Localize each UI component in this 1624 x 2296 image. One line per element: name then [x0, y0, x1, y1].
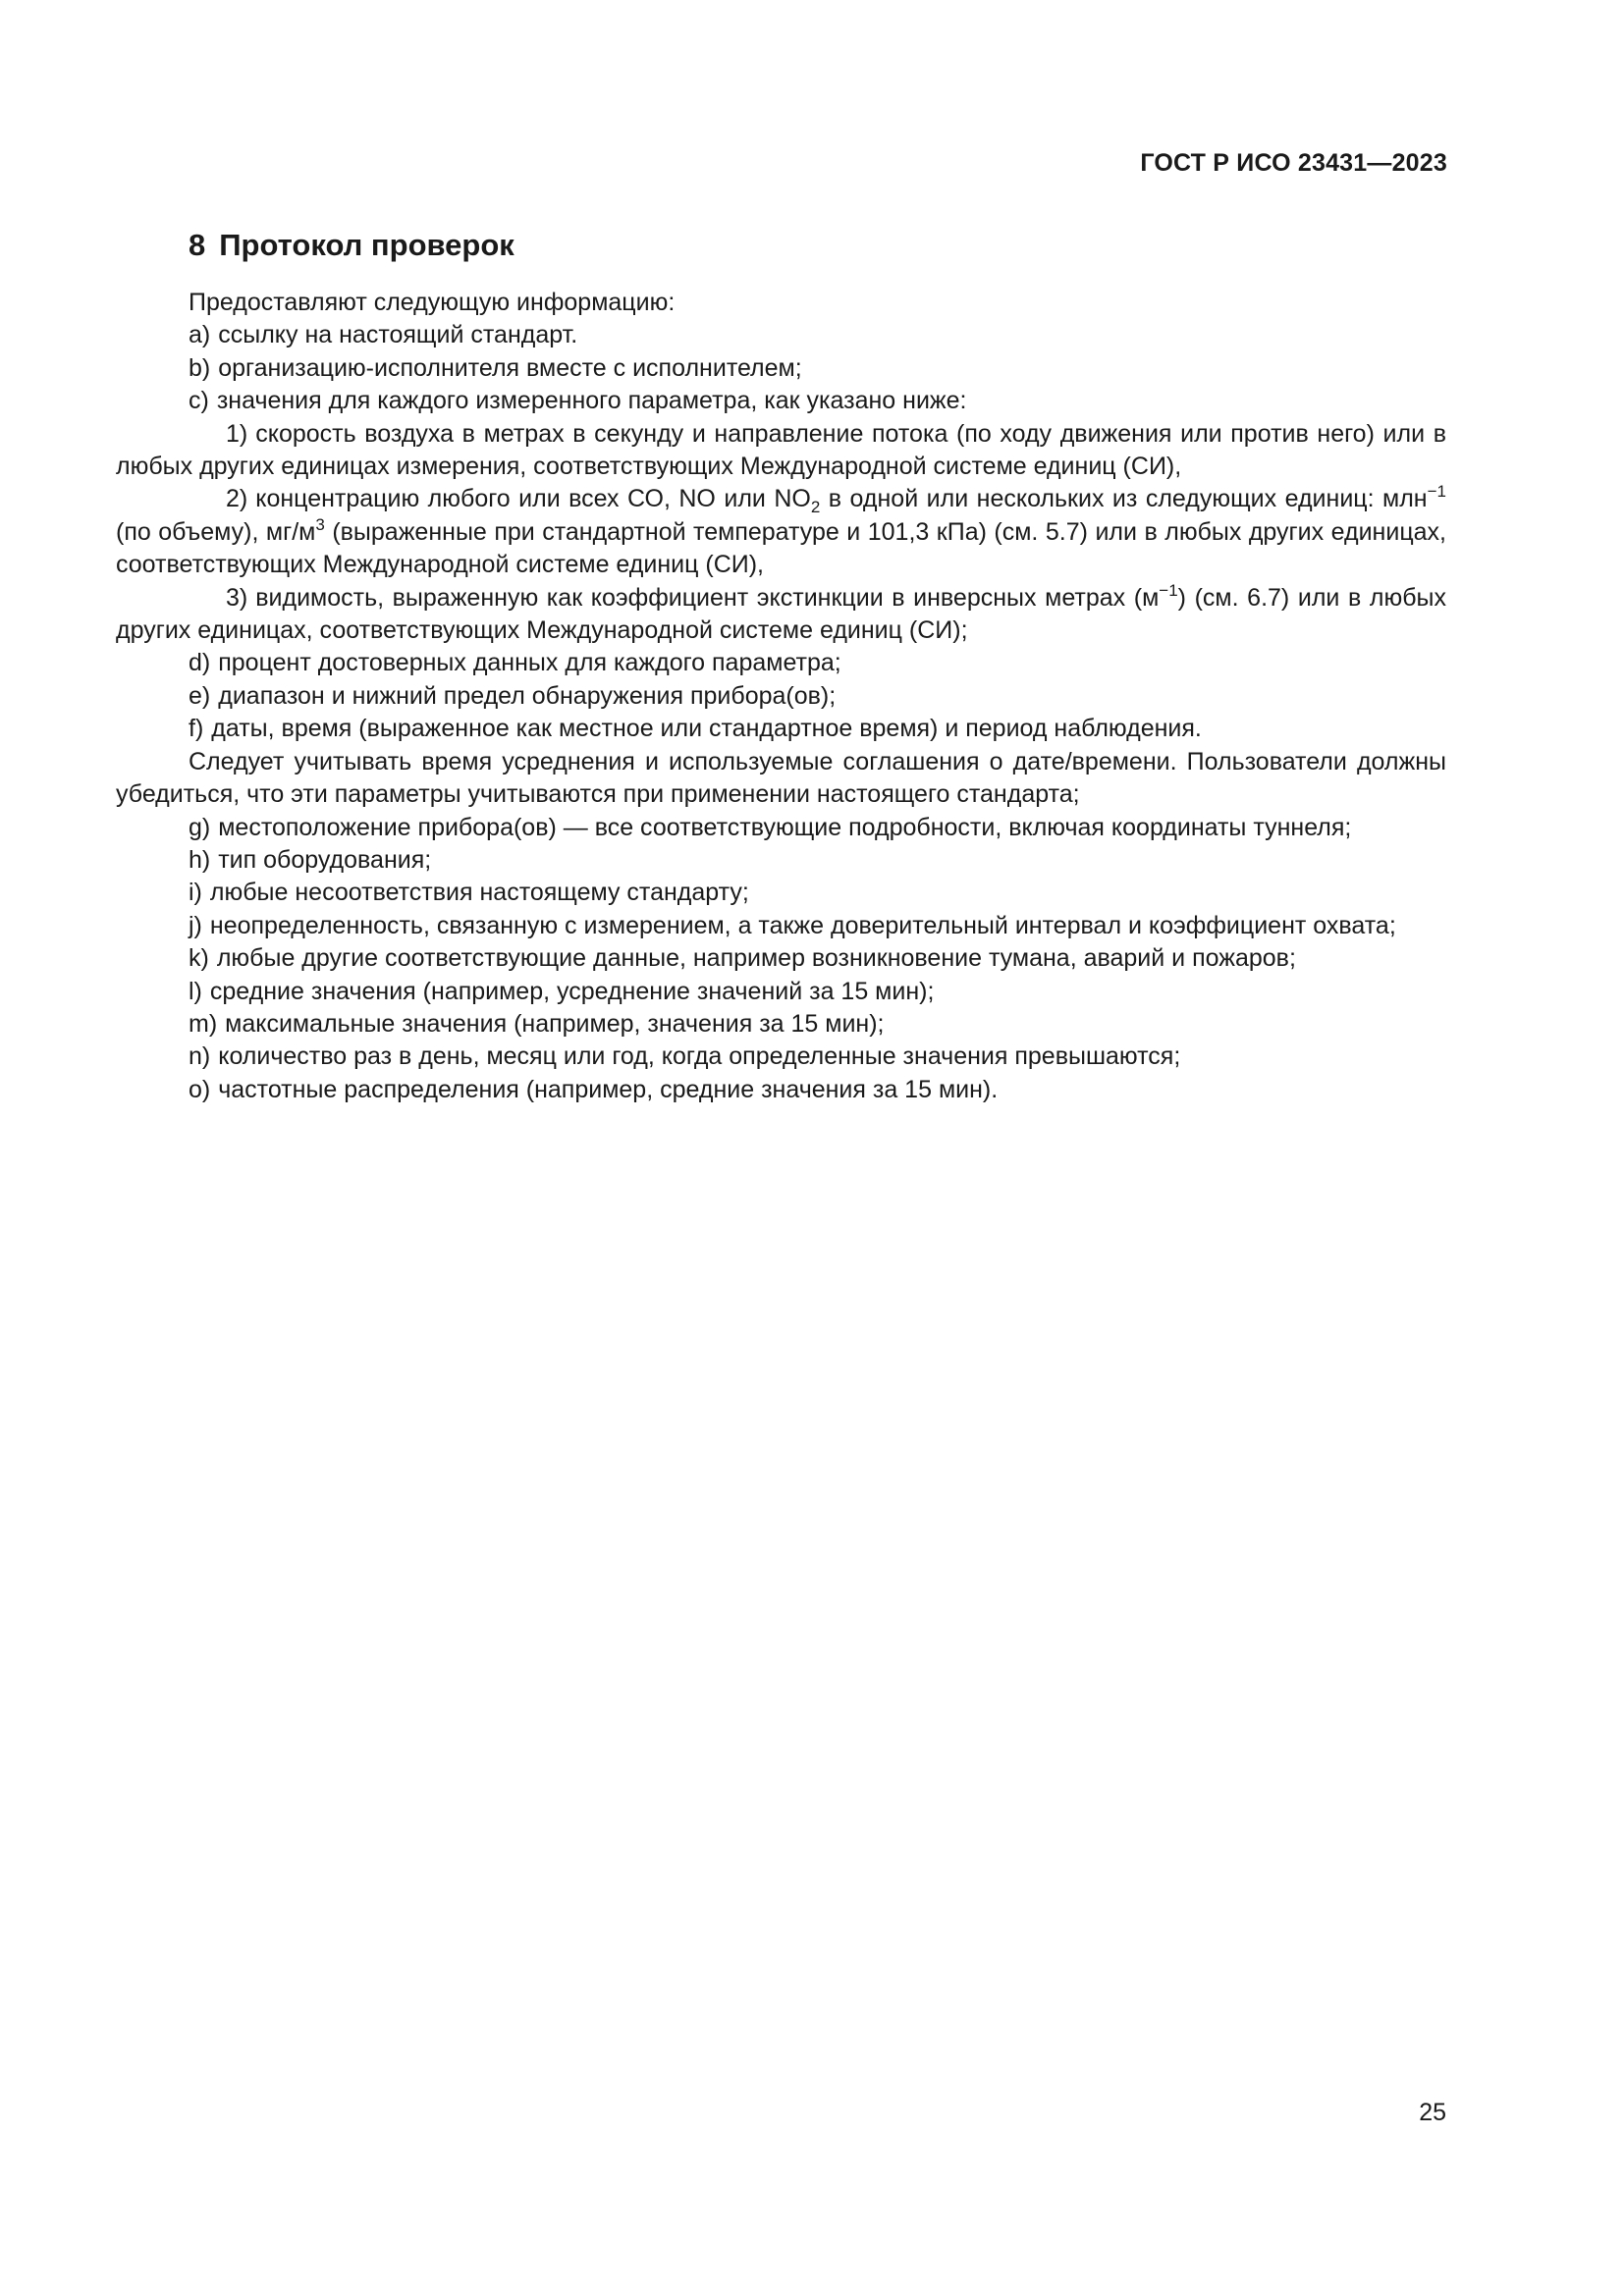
sub-item-c1: [116, 418, 1446, 484]
item-label: b): [189, 353, 211, 382]
item-label: m): [189, 1009, 218, 1038]
item-text: ссылку на настоящий стандарт.: [218, 321, 578, 349]
list-item-m: [116, 1008, 1446, 1041]
item-text: организацию-исполнителя вместе с исполнителем;: [218, 353, 802, 382]
subscript: 2: [810, 498, 821, 517]
superscript: −1: [1159, 580, 1178, 600]
item-text: местоположение прибора(ов) — все соответствующие подробности, включая координаты туннеля;: [218, 813, 1352, 841]
item-label: h): [189, 845, 211, 874]
list-item-g: [116, 812, 1446, 844]
item-text: процент достоверных данных для каждого параметра;: [218, 649, 841, 677]
list-item-d: [116, 647, 1446, 679]
section-title: Протокол проверок: [219, 228, 514, 262]
page-number: 25: [1419, 2099, 1446, 2126]
list-item-l: [116, 976, 1446, 1008]
list-item-b: [116, 352, 1446, 385]
item-label: l): [189, 977, 202, 1005]
list-item-o: [116, 1074, 1446, 1106]
list-item-e: [116, 680, 1446, 713]
item-label: d): [189, 649, 211, 677]
item-label: c): [189, 387, 209, 415]
section-number: 8: [189, 228, 206, 262]
item-text: ) (см. 6.7) или в любых других единицах, соответствующих Международной системе единиц (СИ);: [116, 583, 1447, 645]
list-item-f: [116, 713, 1446, 745]
item-text: значения для каждого измеренного параметра, как указано ниже:: [216, 387, 967, 415]
item-text: количество раз в день, месяц или год, когда определенные значения превышаются;: [218, 1042, 1181, 1071]
section-body: [116, 287, 1446, 1106]
item-label: f): [189, 715, 204, 743]
item-text: концентрацию любого или всех СО, NO или NO: [255, 485, 811, 513]
item-label: a): [189, 321, 211, 349]
item-label: o): [189, 1075, 211, 1103]
item-label: 1): [226, 419, 248, 448]
list-item-i: [116, 877, 1446, 909]
list-item-j: [116, 910, 1446, 942]
item-text: любые другие соответствующие данные, например возникновение тумана, аварий и пожаров;: [216, 944, 1296, 973]
item-label: 2): [226, 485, 248, 513]
item-label: i): [189, 879, 202, 907]
item-text: любые несоответствия настоящему стандарту;: [209, 879, 749, 907]
item-text: в одной или нескольких из следующих единиц: млн: [820, 485, 1428, 513]
note-paragraph: Следует учитывать время усреднения и используемые соглашения о дате/времени. Пользователи должны убедиться, что эти параметры учитываются при применении настоящего стандарта;: [116, 747, 1446, 809]
item-text: тип оборудования;: [218, 845, 432, 874]
page-content: [116, 224, 1446, 1106]
document-code: ГОСТ Р ИСО 23431—2023: [1140, 149, 1447, 177]
item-text: (выраженные при стандартной температуре и 101,3 кПа) (см. 5.7) или в любых других единицах, соответствующих Международной системе единиц (СИ),: [116, 517, 1446, 579]
intro-paragraph: Предоставляют следующую информацию:: [189, 289, 676, 316]
sub-item-c3: [116, 582, 1446, 648]
list-item-h: [116, 844, 1446, 877]
item-text: средние значения (например, усреднение значений за 15 мин);: [209, 977, 935, 1005]
item-text: скорость воздуха в метрах в секунду и направление потока (по ходу движения или против него) или в любых других единицах измерения, соответствующих Международной системе единиц (СИ),: [116, 419, 1446, 481]
item-label: g): [189, 813, 211, 841]
list-item-a: [116, 319, 1446, 351]
item-text: неопределенность, связанную с измерением, а также доверительный интервал и коэффициент охвата;: [209, 911, 1396, 939]
item-text: частотные распределения (например, средние значения за 15 мин).: [218, 1075, 999, 1103]
item-label: j): [189, 911, 202, 939]
item-text: видимость, выраженную как коэффициент экстинкции в инверсных метрах (м: [255, 583, 1160, 612]
list-item-n: [116, 1041, 1446, 1073]
superscript: −1: [1427, 482, 1446, 502]
item-label: n): [189, 1042, 211, 1071]
item-text: даты, время (выраженное как местное или стандартное время) и период наблюдения.: [211, 715, 1202, 743]
item-text: (по объему), мг/м: [116, 517, 316, 546]
section-heading: [189, 224, 1446, 267]
sub-item-c2: [116, 483, 1446, 581]
item-text: диапазон и нижний предел обнаружения прибора(ов);: [218, 681, 837, 710]
item-text: максимальные значения (например, значения за 15 мин);: [225, 1009, 885, 1038]
item-label: k): [189, 944, 209, 973]
item-label: 3): [226, 583, 248, 612]
list-item-k: [116, 942, 1446, 975]
item-label: e): [189, 681, 211, 710]
list-item-c: [116, 385, 1446, 417]
superscript: 3: [315, 514, 325, 534]
